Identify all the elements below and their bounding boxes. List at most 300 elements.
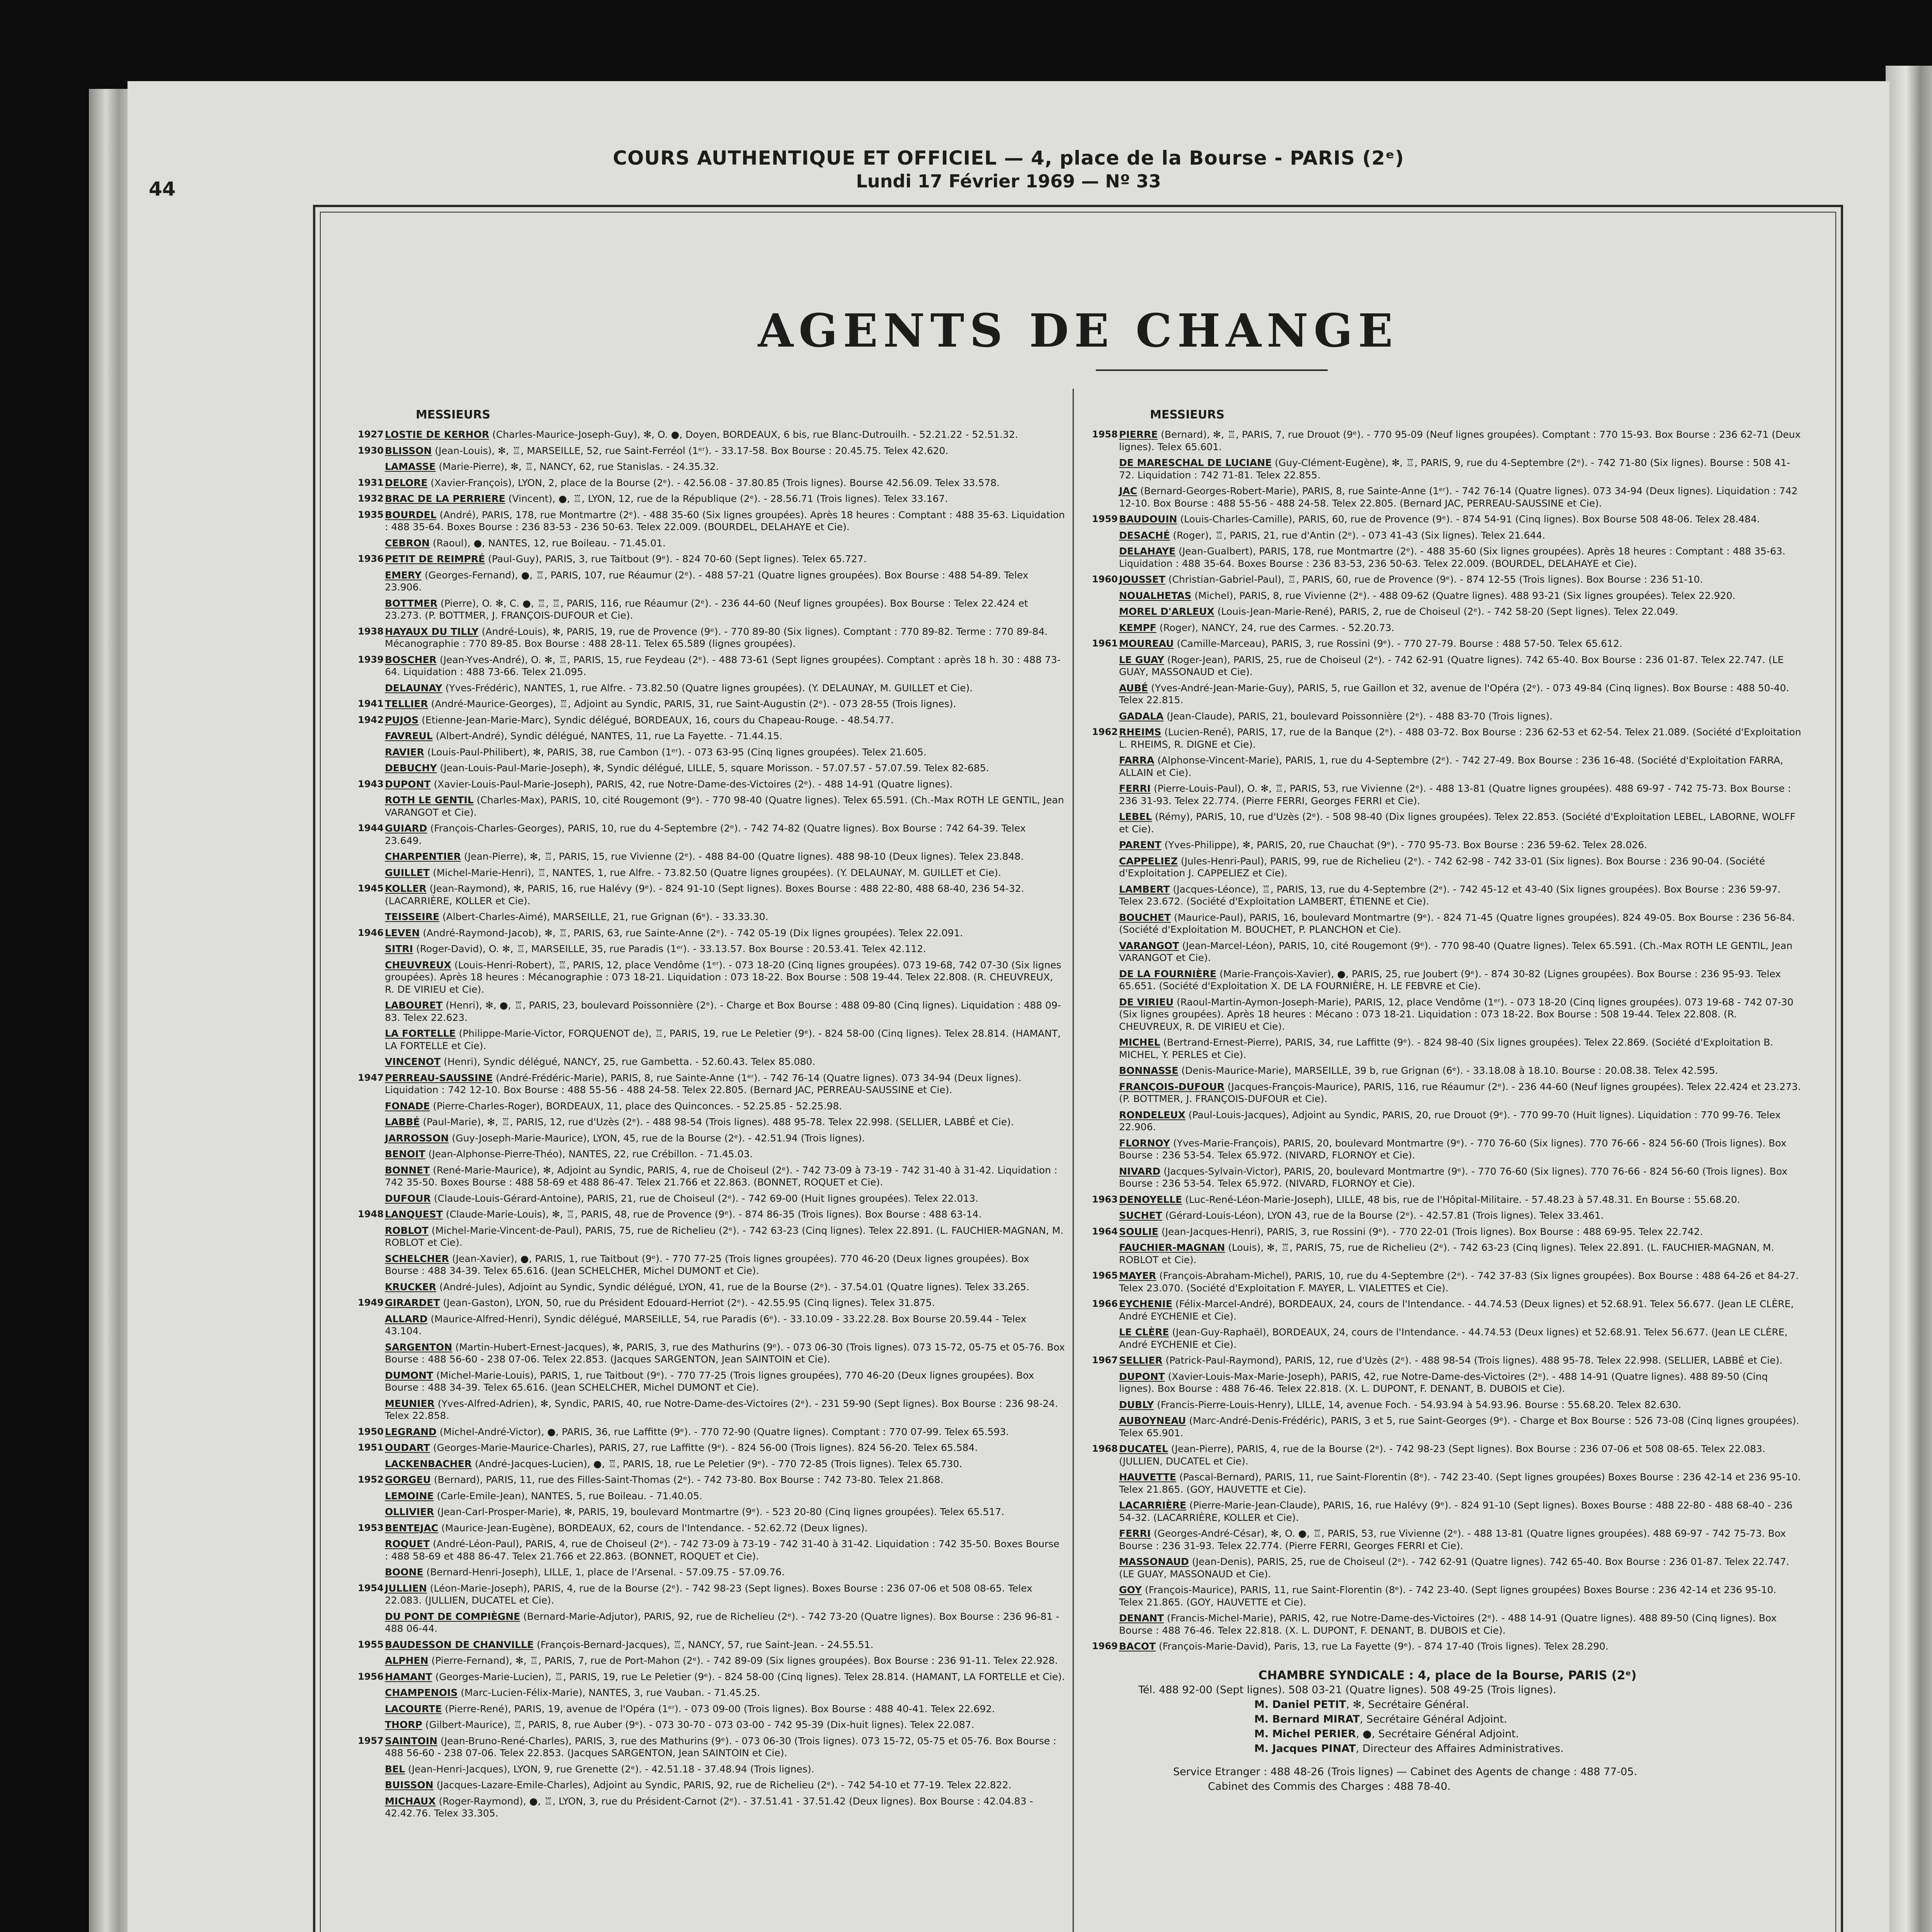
- agent-name: DENOYELLE: [1119, 1194, 1182, 1205]
- agent-details: (Guy-Clément-Eugène), ✻, ♖, PARIS, 9, rue du 4-Septembre (2ᵉ). - 742 71-80 (Six lignes). Bourse : 508 41-72. Liquidation : 742 71-81. Telex 22.855.: [1119, 457, 1790, 481]
- entry-body: [1119, 883, 1803, 908]
- agent-details: (Bertrand-Ernest-Pierre), PARIS, 34, rue Laffitte (9ᵉ). - 824 98-40 (Six lignes groupées). Telex 22.869. (Société d'Exploitation B. MICHEL, Y. PERLES et Cie).: [1119, 1037, 1774, 1060]
- entry-year: [1092, 1109, 1119, 1133]
- entry-year: [358, 1458, 385, 1470]
- entry-year: 1956: [358, 1671, 384, 1682]
- agent-name: SELLIER: [1119, 1355, 1163, 1366]
- entry-body: [385, 1719, 1065, 1731]
- agent-details: (Pierre-Marie-Jean-Claude), PARIS, 16, rue Halévy (9ᵉ). - 824 91-10 (Sept lignes). Boxes Bourse : 488 22-80 - 488 68-40 - 236 54-32. (LACARRIÈRE, KOLLER et Cie).: [1119, 1500, 1793, 1523]
- entry-year: [1092, 1137, 1119, 1162]
- entry-year: [1092, 940, 1119, 964]
- agent-name: DE MARESCHAL DE LUCIANE: [1119, 457, 1272, 468]
- list-item: [358, 1538, 1065, 1562]
- member-role: , Directeur des Affaires Administratives.: [1355, 1742, 1564, 1755]
- entry-body: [385, 1566, 1065, 1578]
- agent-name: CHARPENTIER: [385, 851, 461, 862]
- agent-name: LE CLÈRE: [1119, 1327, 1169, 1338]
- entry-year: [358, 1027, 385, 1052]
- member-row: [1092, 1727, 1803, 1742]
- agent-details: (Maurice-Paul), PARIS, 16, boulevard Montmartre (9ᵉ). - 824 71-45 (Quatre lignes groupées). 824 49-05. Box Bourse : 236 56-84. (Société d'Exploitation M. BOUCHET, P. PLANCHON et Cie).: [1119, 912, 1795, 935]
- agent-details: (Jean-Claude), PARIS, 21, boulevard Poissonnière (2ᵉ). - 488 83-70 (Trois lignes).: [1167, 710, 1553, 722]
- list-item: [1092, 573, 1803, 586]
- entry-body: [1119, 1584, 1803, 1608]
- agent-details: (Marie-Pierre), ✻, ♖, NANCY, 62, rue Stanislas. - 24.35.32.: [439, 461, 719, 472]
- entry-body: [1119, 682, 1803, 706]
- entry-year: 1964: [1092, 1226, 1118, 1237]
- agent-details: (André-Jacques-Lucien), ●, ♖, PARIS, 18, rue Le Peletier (9ᵉ). - 770 72-85 (Trois lignes). Telex 65.730.: [474, 1458, 963, 1469]
- entry-year: [358, 682, 385, 694]
- list-item: [1092, 1612, 1803, 1636]
- list-item: [1092, 529, 1803, 542]
- entry-body: [385, 927, 1065, 939]
- entry-body: [385, 1474, 1065, 1486]
- agent-name: ROQUET: [385, 1538, 430, 1549]
- agent-name: RHEIMS: [1119, 726, 1162, 738]
- entry-body: [1119, 429, 1803, 453]
- agent-details: (Jean-Louis-Paul-Marie-Joseph), ✻, Syndic délégué, LILLE, 5, square Morisson. - 57.07.57 - 57.07.59. Telex 82-685.: [440, 762, 989, 774]
- list-item: [1092, 1036, 1803, 1061]
- agent-name: MOREL D'ARLEUX: [1119, 606, 1214, 617]
- list-item: [1092, 1399, 1803, 1411]
- list-item: [1092, 485, 1803, 509]
- agent-details: (Luc-René-Léon-Marie-Joseph), LILLE, 48 bis, rue de l'Hôpital-Militaire. - 57.48.23 à 57.48.31. En Bourse : 55.68.20.: [1185, 1194, 1740, 1205]
- agent-name: SUCHET: [1119, 1210, 1162, 1221]
- agent-name: DU PONT DE COMPIÈGNE: [385, 1611, 520, 1622]
- issue-date: Lundi 17 Février 1969 — Nº 33: [856, 171, 1161, 192]
- list-item: [358, 509, 1065, 533]
- agent-name: GIRARDET: [385, 1297, 440, 1308]
- entry-year: [358, 850, 385, 863]
- entry-year: [358, 569, 385, 594]
- entry-year: [358, 1490, 385, 1502]
- page-number: 44: [149, 178, 176, 200]
- entry-year: [358, 762, 385, 774]
- agent-details: (Maurice-Jean-Eugène), BORDEAUX, 62, cours de l'Intendance. - 52.62.72 (Deux lignes).: [441, 1522, 868, 1534]
- entry-year: [358, 1719, 385, 1731]
- list-item: [1092, 1081, 1803, 1105]
- title-underline: [1096, 369, 1328, 371]
- agent-name: SITRI: [385, 943, 413, 954]
- agent-name: KEMPF: [1119, 622, 1156, 633]
- entry-year: [1092, 622, 1119, 634]
- entry-year: [358, 1566, 385, 1578]
- list-item: [1092, 968, 1803, 992]
- agent-details: (Marc-Lucien-Félix-Marie), NANTES, 3, rue Vauban. - 71.45.25.: [461, 1687, 760, 1698]
- list-item: [358, 1398, 1065, 1422]
- agent-name: EYCHENIE: [1119, 1298, 1172, 1310]
- entry-year: [358, 1779, 385, 1791]
- entry-year: [358, 1398, 385, 1422]
- entry-year: 1966: [1092, 1298, 1118, 1309]
- entry-body: [1119, 839, 1803, 851]
- agent-name: BONNASSE: [1119, 1065, 1179, 1076]
- entry-year: [1092, 1471, 1119, 1495]
- agent-name: MICHEL: [1119, 1037, 1160, 1048]
- agent-name: MOUREAU: [1119, 638, 1174, 649]
- entry-body: [1119, 912, 1803, 936]
- list-item: [358, 626, 1065, 650]
- entry-body: [1119, 782, 1803, 807]
- entry-year: 1946: [358, 927, 384, 938]
- agent-details: (Albert-Charles-Aimé), MARSEILLE, 21, rue Grignan (6ᵉ). - 33.33.30.: [442, 911, 769, 922]
- list-item: [1092, 429, 1803, 453]
- list-item: [358, 1582, 1065, 1607]
- entry-body: [1119, 1556, 1803, 1580]
- agent-name: PARENT: [1119, 839, 1162, 850]
- list-item: [358, 1072, 1065, 1096]
- list-item: [1092, 1226, 1803, 1238]
- list-item: [358, 1779, 1065, 1791]
- agent-name: FERRI: [1119, 1528, 1151, 1539]
- entry-year: 1936: [358, 553, 384, 564]
- agent-name: FAUCHIER-MAGNAN: [1119, 1242, 1225, 1253]
- agent-name: AUBOYNEAU: [1119, 1415, 1186, 1426]
- agent-name: DUPONT: [385, 778, 431, 790]
- entry-year: [358, 867, 385, 879]
- agent-name: HAYAUX DU TILLY: [385, 626, 479, 637]
- agent-name: BAUDOUIN: [1119, 514, 1177, 525]
- list-item: [358, 682, 1065, 694]
- agent-details: (Yves-Frédéric), NANTES, 1, rue Alfre. - 73.82.50 (Quatre lignes groupées). (Y. DELAUNAY, M. GUILLET et Cie).: [445, 682, 973, 694]
- agent-name: GUILLET: [385, 867, 430, 878]
- entry-body: [1119, 1165, 1803, 1190]
- entry-year: 1957: [358, 1735, 384, 1746]
- agent-details: (François-Abraham-Michel), PARIS, 10, rue du 4-Septembre (2ᵉ). - 742 37-83 (Six lignes groupées). Box Bourse : 488 64-26 et 84-27. Telex 23.070. (Société d'Exploitation F. MAYER, L. VIALETTES et Cie).: [1119, 1270, 1799, 1294]
- agent-details: (Jacques-Léonce), ♖, PARIS, 13, rue du 4-Septembre (2ᵉ). - 742 45-12 et 43-40 (Six lignes groupées). Box Bourse : 236 59-97. Telex 23.672. (Société d'Exploitation LAMBERT, ÉTIENNE et Cie).: [1119, 883, 1781, 907]
- entry-body: [385, 569, 1065, 594]
- list-item: [358, 477, 1065, 489]
- agent-details: (Bernard-Henri-Joseph), LILLE, 1, place de l'Arsenal. - 57.09.75 - 57.09.76.: [426, 1566, 785, 1578]
- agent-details: (Michel-André-Victor), ●, PARIS, 36, rue Laffitte (9ᵉ). - 770 72-90 (Quatre lignes). Comptant : 770 07-99. Telex 65.593.: [439, 1426, 1009, 1437]
- entry-year: [1092, 545, 1119, 570]
- entry-body: [1119, 710, 1803, 723]
- entry-year: 1968: [1092, 1443, 1118, 1454]
- agent-details: (François-Marie-David), Paris, 13, rue La Fayette (9ᵉ). - 874 17-40 (Trois lignes). Telex 28.290.: [1159, 1641, 1609, 1652]
- entry-body: [1119, 605, 1803, 618]
- list-item: [1092, 682, 1803, 706]
- agent-details: (André-Maurice-Georges), ♖, Adjoint au Syndic, PARIS, 31, rue Saint-Augustin (2ᵉ). - 073 28-55 (Trois lignes).: [431, 698, 956, 709]
- entry-body: [1119, 1499, 1803, 1524]
- agent-name: CHEUVREUX: [385, 959, 451, 971]
- entry-body: [385, 553, 1065, 565]
- list-item: [1092, 855, 1803, 879]
- entry-body: [385, 762, 1065, 774]
- list-item: [1092, 605, 1803, 618]
- agent-name: FERRI: [1119, 783, 1151, 794]
- entry-body: [385, 493, 1065, 505]
- entry-year: [358, 959, 385, 996]
- agent-name: DEBUCHY: [385, 762, 437, 774]
- list-item: [1092, 1471, 1803, 1495]
- list-item: [1092, 710, 1803, 723]
- agent-details: (Michel-Marie-Henri), ♖, NANTES, 1, rue Alfre. - 73.82.50 (Quatre lignes groupées). (Y. DELAUNAY, M. GUILLET et Cie).: [433, 867, 1001, 878]
- entry-body: [385, 509, 1065, 533]
- entry-body: [385, 822, 1065, 847]
- entry-year: 1939: [358, 654, 384, 665]
- entry-body: [385, 1116, 1065, 1128]
- entry-year: [1092, 1036, 1119, 1061]
- list-item: [1092, 1527, 1803, 1552]
- entry-body: [1119, 513, 1803, 526]
- entry-body: [1119, 1109, 1803, 1133]
- agent-name: BRAC DE LA PERRIERE: [385, 493, 505, 504]
- agent-name: AUBÉ: [1119, 682, 1148, 694]
- agent-details: (Camille-Marceau), PARIS, 3, rue Rossini (9ᵉ). - 770 27-79. Bourse : 488 57-50. Telex 65.612.: [1177, 638, 1622, 649]
- entry-year: 1951: [358, 1442, 384, 1453]
- entry-year: [1092, 912, 1119, 936]
- entry-body: [385, 698, 1065, 710]
- entry-year: [358, 1056, 385, 1068]
- entry-year: [1092, 996, 1119, 1033]
- agent-details: (François-Bernard-Jacques), ♖, NANCY, 57, rue Saint-Jean. - 24.55.51.: [537, 1639, 874, 1650]
- list-item: [1092, 1640, 1803, 1653]
- agent-name: FAVREUL: [385, 730, 433, 742]
- entry-year: [358, 999, 385, 1024]
- agent-details: (Pierre-Louis-Paul), O. ✻, ♖, PARIS, 53, rue Vivienne (2ᵉ). - 488 13-81 (Quatre lignes groupées). 488 69-97 - 742 75-73. Box Bourse : 236 31-93. Telex 22.774. (Pierre FERRI, Georges FERRI et Cie).: [1119, 783, 1791, 806]
- list-item: [358, 1506, 1065, 1518]
- cabinet-commis: Cabinet des Commis des Charges : 488 78-40.: [1208, 1780, 1451, 1793]
- member-name: M. Bernard MIRAT: [1254, 1713, 1360, 1725]
- entry-body: [385, 1225, 1065, 1249]
- entry-body: [1119, 1399, 1803, 1411]
- agent-name: GORGEU: [385, 1474, 431, 1485]
- agent-details: (Marie-François-Xavier), ●, PARIS, 25, rue Joubert (9ᵉ). - 874 30-82 (Lignes groupées). Box Bourse : 236 95-93. Telex 65.651. (Société d'Exploitation X. DE LA FOURNIÈRE, H. LE FEBVRE et Cie).: [1119, 968, 1781, 992]
- list-item: [358, 883, 1065, 907]
- document-page: [128, 81, 1889, 1932]
- list-item: [1092, 1354, 1803, 1367]
- entry-body: [385, 778, 1065, 791]
- entry-year: [358, 1253, 385, 1277]
- entry-year: 1958: [1092, 429, 1118, 440]
- list-item: [358, 927, 1065, 939]
- entry-body: [1119, 996, 1803, 1033]
- left-entries-list: [358, 429, 1065, 1820]
- list-item: [358, 553, 1065, 565]
- list-item: [358, 1132, 1065, 1145]
- list-item: [1092, 912, 1803, 936]
- entry-body: [385, 1164, 1065, 1189]
- list-item: [358, 1458, 1065, 1470]
- agent-details: (Roger), NANCY, 24, rue des Carmes. - 52.20.73.: [1159, 622, 1395, 633]
- agent-details: (Bernard), PARIS, 11, rue des Filles-Saint-Thomas (2ᵉ). - 742 73-80. Box Bourse : 742 73-80. Telex 21.868.: [434, 1474, 944, 1485]
- list-item: [1092, 638, 1803, 650]
- list-item: [358, 730, 1065, 742]
- entry-body: [385, 1522, 1065, 1534]
- entry-body: [1119, 1371, 1803, 1395]
- agent-name: LAMASSE: [385, 461, 436, 472]
- agent-name: THORP: [385, 1719, 422, 1730]
- list-item: [1092, 1584, 1803, 1608]
- entry-year: [1092, 529, 1119, 542]
- agent-name: LEBEL: [1119, 811, 1152, 822]
- agent-details: (André), PARIS, 178, rue Montmartre (2ᵉ). - 488 35-60 (Six lignes groupées). Après 18 heures : Comptant : 488 35-63. Liquidation : 488 35-64. Boxes Bourse : 236 83-53 - 236 50-63. Telex 22.009. (BOURDEL, DELAHAYE et Cie).: [385, 509, 1065, 532]
- agent-details: (Jean-Marcel-Léon), PARIS, 10, cité Rougemont (9ᵉ). - 770 98-40 (Quatre lignes). Telex 65.591. (Ch.-Max ROTH LE GENTIL, Jean VARANGOT et Cie).: [1119, 940, 1793, 963]
- agent-details: (François-Maurice), PARIS, 11, rue Saint-Florentin (8ᵉ). - 742 23-40. (Sept lignes groupées) Boxes Bourse : 236 42-14 et 236 95-10. Telex 21.865. (GOY, HAUVETTE et Cie).: [1119, 1584, 1777, 1608]
- agent-name: GOY: [1119, 1584, 1142, 1595]
- list-item: [358, 461, 1065, 473]
- entry-body: [385, 943, 1065, 955]
- entry-year: [1092, 811, 1119, 835]
- entry-body: [1119, 1443, 1803, 1467]
- list-item: [358, 911, 1065, 923]
- agent-details: (Francis-Pierre-Louis-Henry), LILLE, 14, avenue Foch. - 54.93.94 à 54.93.96. Bourse : 55.68.20. Telex 82.630.: [1157, 1399, 1681, 1410]
- entry-year: [1092, 590, 1119, 602]
- list-item: [358, 1639, 1065, 1651]
- entry-year: [358, 1703, 385, 1715]
- agent-name: LEMOINE: [385, 1490, 434, 1502]
- agent-details: (Michel-Marie-Louis), PARIS, 1, rue Taitbout (9ᵉ). - 770 77-25 (Trois lignes groupées), 770 46-20 (Deux lignes groupées). Box Bourse : 488 34-39. Telex 65.616. (Jean SCHELCHER, Michel DUMONT et Cie).: [385, 1369, 1034, 1393]
- entry-year: 1942: [358, 714, 384, 725]
- entry-year: [1092, 883, 1119, 908]
- agent-details: (André-Louis), ✻, PARIS, 19, rue de Provence (9ᵉ). - 770 89-80 (Six lignes). Comptant : 770 89-82. Terme : 770 89-84. Mécanographie : 770 89-85. Box Bourse : 488 28-11. Telex 65.589 (lignes groupées).: [385, 626, 1048, 649]
- entry-year: [358, 943, 385, 955]
- entry-body: [1119, 457, 1803, 481]
- agent-name: LABOURET: [385, 1000, 443, 1011]
- agent-details: (Xavier-Louis-Paul-Marie-Joseph), PARIS, 42, rue Notre-Dame-des-Victoires (2ᵉ). - 488 14-91 (Quatre lignes).: [434, 778, 953, 790]
- agent-details: (Patrick-Paul-Raymond), PARIS, 12, rue d'Uzès (2ᵉ). - 488 98-54 (Trois lignes). 488 95-78. Telex 22.998. (SELLIER, LABBÉ et Cie).: [1165, 1355, 1783, 1366]
- entry-year: [1092, 710, 1119, 723]
- entry-body: [1119, 622, 1803, 634]
- list-item: [358, 943, 1065, 955]
- entry-body: [385, 1506, 1065, 1518]
- chambre-syndicale-title: CHAMBRE SYNDICALE : 4, place de la Bourse, PARIS (2ᵉ): [1258, 1668, 1637, 1682]
- agent-name: PETIT DE REIMPRÉ: [385, 553, 485, 565]
- list-item: [1092, 622, 1803, 634]
- entry-body: [385, 1671, 1065, 1683]
- agent-details: (Bernard-Georges-Robert-Marie), PARIS, 8, rue Sainte-Anne (1ᵉʳ). - 742 76-14 (Quatre lignes). 073 34-94 (Deux lignes). Liquidation : 742 12-10. Box Bourse : 488 55-56 - 488 24-58. Telex 22.805. (Bernard JAC, PERREAU-SAUSSINE et Cie).: [1119, 485, 1798, 509]
- list-item: [358, 1795, 1065, 1820]
- agent-details: (Maurice-Alfred-Henri), Syndic délégué, MARSEILLE, 54, rue Paradis (6ᵉ). - 33.10.09 - 33.22.28. Box Bourse 20.59.44 - Telex 43.104.: [385, 1313, 1027, 1337]
- entry-body: [385, 1458, 1065, 1470]
- list-item: [1092, 839, 1803, 851]
- list-item: [1092, 1298, 1803, 1322]
- agent-name: LACARRIÈRE: [1119, 1500, 1187, 1511]
- entry-body: [1119, 1226, 1803, 1238]
- agent-details: (Martin-Hubert-Ernest-Jacques), ✻, PARIS, 3, rue des Mathurins (9ᵉ). - 073 06-30 (Trois lignes). 073 15-72, 05-75 et 05-76. Box Bourse : 488 56-60 - 238 07-06. Telex 22.853. (Jacques SARGENTON, Jean SAINTOIN et Cie).: [385, 1341, 1065, 1365]
- entry-body: [385, 597, 1065, 622]
- entry-body: [1119, 811, 1803, 835]
- agent-name: BOTTMER: [385, 597, 438, 609]
- agent-name: MICHAUX: [385, 1795, 436, 1807]
- entry-body: [385, 1398, 1065, 1422]
- list-item: [358, 1148, 1065, 1160]
- entry-year: 1952: [358, 1474, 384, 1485]
- entry-year: [358, 1687, 385, 1699]
- entry-body: [1119, 590, 1803, 602]
- list-item: [358, 1313, 1065, 1337]
- service-etranger: Service Etranger : 488 48-26 (Trois lignes) — Cabinet des Agents de change : 488 77-05.: [1173, 1765, 1637, 1778]
- agent-name: BOONE: [385, 1566, 423, 1578]
- entry-year: 1962: [1092, 726, 1118, 737]
- entry-year: [358, 461, 385, 473]
- entry-year: [358, 1192, 385, 1205]
- agent-details: (Jean-Henri-Jacques), LYON, 9, rue Grenette (2ᵉ). - 42.51.18 - 37.48.94 (Trois lignes).: [408, 1763, 815, 1775]
- entry-body: [385, 1703, 1065, 1715]
- list-item: [358, 867, 1065, 879]
- list-item: [358, 850, 1065, 863]
- entry-body: [385, 1763, 1065, 1776]
- entry-body: [385, 1297, 1065, 1309]
- agent-details: (Denis-Maurice-Marie), MARSEILLE, 39 b, rue Grignan (6ᵉ). - 33.18.08 à 18.10. Bourse : 20.08.38. Telex 42.595.: [1181, 1065, 1718, 1076]
- list-item: [1092, 1443, 1803, 1467]
- agent-name: RAVIER: [385, 746, 424, 758]
- list-item: [358, 1056, 1065, 1068]
- chambre-syndicale-tel: Tél. 488 92-00 (Sept lignes). 508 03-21 (Quatre lignes). 508 49-25 (Trois lignes).: [1138, 1684, 1556, 1696]
- entry-year: [1092, 682, 1119, 706]
- agent-name: DENANT: [1119, 1612, 1164, 1624]
- entry-year: 1965: [1092, 1270, 1118, 1281]
- list-item: [358, 1703, 1065, 1715]
- entry-year: 1959: [1092, 514, 1118, 524]
- agent-name: KRUCKER: [385, 1281, 436, 1293]
- list-item: [358, 1671, 1065, 1683]
- agent-name: JOUSSET: [1119, 574, 1165, 585]
- list-item: [358, 822, 1065, 847]
- entry-body: [1119, 1415, 1803, 1439]
- list-item: [1092, 457, 1803, 481]
- column-divider: [1073, 389, 1074, 1932]
- list-item: [358, 762, 1065, 774]
- list-item: [1092, 545, 1803, 570]
- entry-body: [385, 1611, 1065, 1635]
- entry-year: [358, 1313, 385, 1337]
- agent-name: LAMBERT: [1119, 883, 1170, 895]
- list-item: [358, 1490, 1065, 1502]
- entry-year: 1954: [358, 1582, 384, 1594]
- agent-name: CEBRON: [385, 537, 430, 549]
- list-item: [358, 1735, 1065, 1759]
- entry-year: 1932: [358, 493, 384, 504]
- entry-body: [385, 1208, 1065, 1221]
- entry-year: [358, 1611, 385, 1635]
- entry-body: [385, 1056, 1065, 1068]
- entry-year: [1092, 1499, 1119, 1524]
- agent-name: KOLLER: [385, 883, 427, 894]
- entry-year: [358, 537, 385, 549]
- agent-name: PERREAU-SAUSSINE: [385, 1072, 493, 1083]
- agent-name: JARROSSON: [385, 1132, 449, 1144]
- entry-body: [385, 445, 1065, 457]
- agent-details: (Jean-Pierre), PARIS, 4, rue de la Bourse (2ᵉ). - 742 98-23 (Sept lignes). Box Bourse : 236 07-06 et 508 08-65. Telex 22.083. (JULLIEN, DUCATEL et Cie).: [1119, 1443, 1765, 1467]
- agent-details: (André-Raymond-Jacob), ✻, ♖, PARIS, 63, rue Sainte-Anne (2ᵉ). - 742 05-19 (Dix lignes groupées). Telex 22.091.: [423, 927, 963, 939]
- list-item: [1092, 590, 1803, 602]
- agent-name: BEL: [385, 1763, 405, 1775]
- entry-year: [358, 1164, 385, 1189]
- entry-year: [1092, 654, 1119, 678]
- list-item: [1092, 940, 1803, 964]
- entry-body: [385, 883, 1065, 907]
- entry-body: [385, 1538, 1065, 1562]
- agent-details: (Claude-Louis-Gérard-Antoine), PARIS, 21, rue de Choiseul (2ᵉ). - 742 69-00 (Huit lignes groupées). Telex 22.013.: [434, 1192, 979, 1204]
- list-item: [358, 1522, 1065, 1534]
- entry-year: 1931: [358, 477, 384, 488]
- list-item: [1092, 1326, 1803, 1350]
- member-name: M. Jacques PINAT: [1254, 1742, 1356, 1755]
- agent-details: (Yves-Marie-François), PARIS, 20, boulevard Montmartre (9ᵉ). - 770 76-60 (Six lignes). 770 76-66 - 824 56-60 (Trois lignes). Box Bourse : 236 53-54. Telex 65.972. (NIVARD, FLORNOY et Cie).: [1119, 1137, 1787, 1161]
- list-item: [1092, 1194, 1803, 1206]
- entry-year: [1092, 457, 1119, 481]
- agent-name: PIERRE: [1119, 429, 1158, 440]
- list-item: [358, 1281, 1065, 1293]
- agent-name: DELAUNAY: [385, 682, 442, 694]
- entry-body: [1119, 968, 1803, 992]
- entry-body: [385, 1795, 1065, 1820]
- entry-year: [358, 1100, 385, 1112]
- list-item: [358, 654, 1065, 678]
- list-item: [358, 1164, 1065, 1189]
- agent-name: JAC: [1119, 485, 1137, 497]
- entry-year: 1949: [358, 1297, 384, 1308]
